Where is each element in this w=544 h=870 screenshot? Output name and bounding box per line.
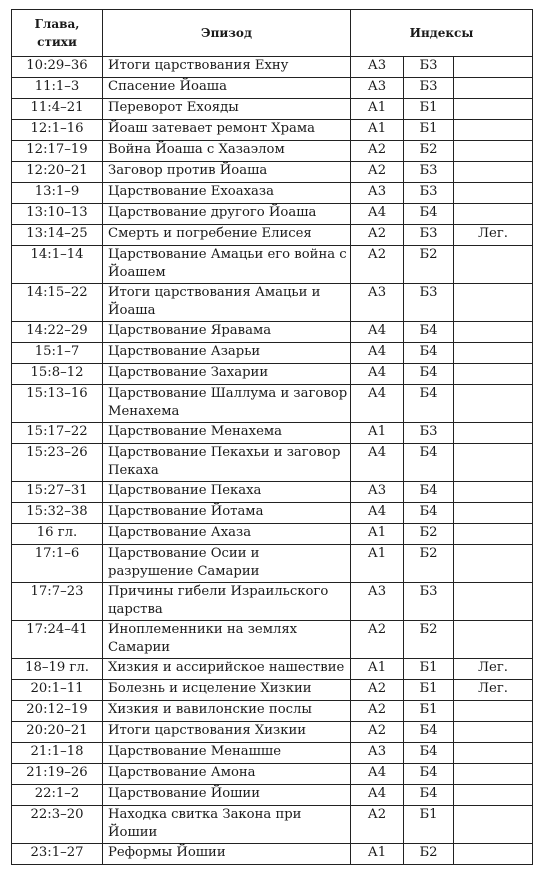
episode-cell: Царствование Азарьи [103, 343, 351, 364]
index-a-cell: А1 [351, 659, 404, 680]
chapter-cell: 15:27–31 [12, 482, 103, 503]
episode-cell: Спасение Йоаша [103, 78, 351, 99]
index-b-cell: Б1 [404, 99, 454, 120]
legend-cell [454, 322, 533, 343]
chapter-cell: 15:13–16 [12, 385, 103, 423]
chapter-cell: 23:1–27 [12, 844, 103, 865]
legend-cell [454, 99, 533, 120]
legend-cell [454, 183, 533, 204]
episode-cell: Царствование Яравама [103, 322, 351, 343]
legend-cell [454, 343, 533, 364]
index-b-cell: Б1 [404, 680, 454, 701]
index-b-cell: Б3 [404, 183, 454, 204]
episode-cell: Царствование Йошии [103, 785, 351, 806]
episode-cell: Царствование другого Йоаша [103, 204, 351, 225]
legend-cell [454, 722, 533, 743]
index-a-cell: А1 [351, 524, 404, 545]
table-row [12, 284, 533, 322]
index-b-cell: Б3 [404, 225, 454, 246]
table-row [12, 385, 533, 423]
chapter-cell: 15:1–7 [12, 343, 103, 364]
index-b-cell: Б2 [404, 545, 454, 583]
legend-cell [454, 583, 533, 621]
index-b-cell: Б3 [404, 583, 454, 621]
episode-cell: Йоаш затевает ремонт Храма [103, 120, 351, 141]
table-row [12, 764, 533, 785]
index-b-cell: Б4 [404, 444, 454, 482]
index-b-cell: Б2 [404, 621, 454, 659]
legend-cell [454, 844, 533, 865]
index-b-cell: Б3 [404, 162, 454, 183]
index-a-cell: А2 [351, 806, 404, 844]
index-b-cell: Б4 [404, 503, 454, 524]
index-a-cell: А1 [351, 423, 404, 444]
index-b-cell: Б4 [404, 785, 454, 806]
legend-cell [454, 246, 533, 284]
episode-cell: Царствование Ехоахаза [103, 183, 351, 204]
index-a-cell: А4 [351, 343, 404, 364]
index-b-cell: Б1 [404, 659, 454, 680]
chapter-cell: 12:20–21 [12, 162, 103, 183]
chapter-cell: 13:10–13 [12, 204, 103, 225]
index-a-cell: А3 [351, 78, 404, 99]
index-a-cell: А3 [351, 183, 404, 204]
chapter-cell: 21:1–18 [12, 743, 103, 764]
episode-cell: Хизкия и вавилонские послы [103, 701, 351, 722]
episode-cell: Царствование Осии и разрушение Самарии [103, 545, 351, 583]
table-row [12, 659, 533, 680]
index-b-cell: Б2 [404, 844, 454, 865]
index-b-cell: Б3 [404, 423, 454, 444]
index-a-cell: А2 [351, 141, 404, 162]
legend-cell [454, 503, 533, 524]
table-row [12, 743, 533, 764]
chapter-cell: 16 гл. [12, 524, 103, 545]
index-a-cell: А3 [351, 57, 404, 78]
episode-cell: Итоги царствования Амацьи и Йоаша [103, 284, 351, 322]
legend-cell [454, 204, 533, 225]
index-b-cell: Б3 [404, 78, 454, 99]
chapter-cell: 14:15–22 [12, 284, 103, 322]
table-row [12, 204, 533, 225]
episode-cell: Итоги царствования Ехну [103, 57, 351, 78]
chapter-cell: 14:22–29 [12, 322, 103, 343]
table-row [12, 246, 533, 284]
index-b-cell: Б4 [404, 722, 454, 743]
header-chapter-line1: Глава, [34, 17, 80, 31]
index-a-cell: А2 [351, 621, 404, 659]
episode-cell: Болезнь и исцеление Хизкии [103, 680, 351, 701]
episode-cell: Царствование Йотама [103, 503, 351, 524]
header-chapter [12, 10, 103, 57]
table-row [12, 722, 533, 743]
table-row [12, 162, 533, 183]
index-b-cell: Б4 [404, 322, 454, 343]
episode-cell: Царствование Амацьи его война с Йоашем [103, 246, 351, 284]
table-row [12, 141, 533, 162]
index-a-cell: А1 [351, 120, 404, 141]
legend-cell [454, 444, 533, 482]
chapter-cell: 10:29–36 [12, 57, 103, 78]
chapter-cell: 17:7–23 [12, 583, 103, 621]
legend-cell [454, 284, 533, 322]
legend-cell [454, 621, 533, 659]
index-a-cell: А2 [351, 722, 404, 743]
episode-cell: Причины гибели Израильского царства [103, 583, 351, 621]
episode-cell: Реформы Йошии [103, 844, 351, 865]
legend-cell [454, 120, 533, 141]
episode-cell: Царствование Шаллума и заговор Менахема [103, 385, 351, 423]
table-row [12, 183, 533, 204]
legend-cell: Лег. [454, 659, 533, 680]
legend-cell [454, 743, 533, 764]
legend-cell [454, 545, 533, 583]
table-row [12, 806, 533, 844]
table-row [12, 225, 533, 246]
chapter-cell: 15:23–26 [12, 444, 103, 482]
index-b-cell: Б1 [404, 120, 454, 141]
chapter-cell: 20:1–11 [12, 680, 103, 701]
index-a-cell: А2 [351, 162, 404, 183]
chapter-cell: 20:20–21 [12, 722, 103, 743]
index-a-cell: А4 [351, 764, 404, 785]
table-body [12, 57, 533, 865]
index-b-cell: Б1 [404, 806, 454, 844]
table-row [12, 57, 533, 78]
chapter-cell: 12:17–19 [12, 141, 103, 162]
header-indexes: Индексы [351, 10, 533, 57]
index-a-cell: А3 [351, 284, 404, 322]
table-row [12, 343, 533, 364]
chapter-cell: 18–19 гл. [12, 659, 103, 680]
episode-cell: Итоги царствования Хизкии [103, 722, 351, 743]
episodes-table [11, 9, 533, 865]
legend-cell [454, 482, 533, 503]
index-b-cell: Б4 [404, 482, 454, 503]
index-b-cell: Б4 [404, 204, 454, 225]
legend-cell: Лег. [454, 680, 533, 701]
chapter-cell: 15:32–38 [12, 503, 103, 524]
index-b-cell: Б4 [404, 343, 454, 364]
chapter-cell: 17:24–41 [12, 621, 103, 659]
episode-cell: Царствование Менашше [103, 743, 351, 764]
table-row [12, 701, 533, 722]
table-row [12, 423, 533, 444]
document-page [11, 9, 532, 865]
episode-cell: Царствование Менахема [103, 423, 351, 444]
legend-cell [454, 78, 533, 99]
legend-cell [454, 524, 533, 545]
index-a-cell: А4 [351, 444, 404, 482]
header-chapter-line2: стихи [37, 35, 77, 49]
index-b-cell: Б4 [404, 364, 454, 385]
legend-cell: Лег. [454, 225, 533, 246]
index-b-cell: Б2 [404, 141, 454, 162]
index-a-cell: А1 [351, 99, 404, 120]
legend-cell [454, 57, 533, 78]
episode-cell: Война Йоаша с Хазаэлом [103, 141, 351, 162]
episode-cell: Хизкия и ассирийское нашествие [103, 659, 351, 680]
index-a-cell: А4 [351, 204, 404, 225]
chapter-cell: 22:1–2 [12, 785, 103, 806]
table-row [12, 680, 533, 701]
index-a-cell: А2 [351, 246, 404, 284]
episode-cell: Царствование Амона [103, 764, 351, 785]
legend-cell [454, 806, 533, 844]
chapter-cell: 17:1–6 [12, 545, 103, 583]
index-b-cell: Б4 [404, 743, 454, 764]
legend-cell [454, 785, 533, 806]
chapter-cell: 14:1–14 [12, 246, 103, 284]
index-a-cell: А4 [351, 364, 404, 385]
table-row [12, 444, 533, 482]
index-b-cell: Б2 [404, 246, 454, 284]
episode-cell: Иноплеменники на землях Самарии [103, 621, 351, 659]
table-row [12, 322, 533, 343]
table-row [12, 583, 533, 621]
index-a-cell: А3 [351, 482, 404, 503]
index-b-cell: Б1 [404, 701, 454, 722]
legend-cell [454, 423, 533, 444]
episode-cell: Царствование Пекахьи и заговор Пекаха [103, 444, 351, 482]
chapter-cell: 22:3–20 [12, 806, 103, 844]
index-a-cell: А2 [351, 680, 404, 701]
legend-cell [454, 385, 533, 423]
legend-cell [454, 162, 533, 183]
episode-cell: Смерть и погребение Елисея [103, 225, 351, 246]
table-row [12, 844, 533, 865]
index-a-cell: А1 [351, 545, 404, 583]
index-a-cell: А3 [351, 583, 404, 621]
index-b-cell: Б4 [404, 385, 454, 423]
episode-cell: Царствование Пекаха [103, 482, 351, 503]
chapter-cell: 20:12–19 [12, 701, 103, 722]
legend-cell [454, 701, 533, 722]
legend-cell [454, 764, 533, 785]
table-row [12, 99, 533, 120]
table-row [12, 78, 533, 99]
header-episode: Эпизод [103, 10, 351, 57]
episode-cell: Заговор против Йоаша [103, 162, 351, 183]
index-a-cell: А4 [351, 785, 404, 806]
index-a-cell: А4 [351, 503, 404, 524]
index-a-cell: А4 [351, 322, 404, 343]
chapter-cell: 11:4–21 [12, 99, 103, 120]
legend-cell [454, 141, 533, 162]
index-a-cell: А3 [351, 743, 404, 764]
table-header-row [12, 10, 533, 57]
chapter-cell: 13:1–9 [12, 183, 103, 204]
index-a-cell: А1 [351, 844, 404, 865]
legend-cell [454, 364, 533, 385]
table-row [12, 545, 533, 583]
table-row [12, 503, 533, 524]
episode-cell: Царствование Ахаза [103, 524, 351, 545]
chapter-cell: 21:19–26 [12, 764, 103, 785]
chapter-cell: 12:1–16 [12, 120, 103, 141]
index-a-cell: А2 [351, 225, 404, 246]
table-row [12, 785, 533, 806]
index-b-cell: Б3 [404, 57, 454, 78]
chapter-cell: 15:8–12 [12, 364, 103, 385]
table-row [12, 482, 533, 503]
chapter-cell: 13:14–25 [12, 225, 103, 246]
index-a-cell: А2 [351, 701, 404, 722]
chapter-cell: 15:17–22 [12, 423, 103, 444]
episode-cell: Переворот Ехояды [103, 99, 351, 120]
table-row [12, 364, 533, 385]
episode-cell: Царствование Захарии [103, 364, 351, 385]
table-row [12, 120, 533, 141]
index-b-cell: Б3 [404, 284, 454, 322]
table-row [12, 621, 533, 659]
table-row [12, 524, 533, 545]
chapter-cell: 11:1–3 [12, 78, 103, 99]
index-a-cell: А4 [351, 385, 404, 423]
index-b-cell: Б2 [404, 524, 454, 545]
episode-cell: Находка свитка Закона при Йошии [103, 806, 351, 844]
index-b-cell: Б4 [404, 764, 454, 785]
